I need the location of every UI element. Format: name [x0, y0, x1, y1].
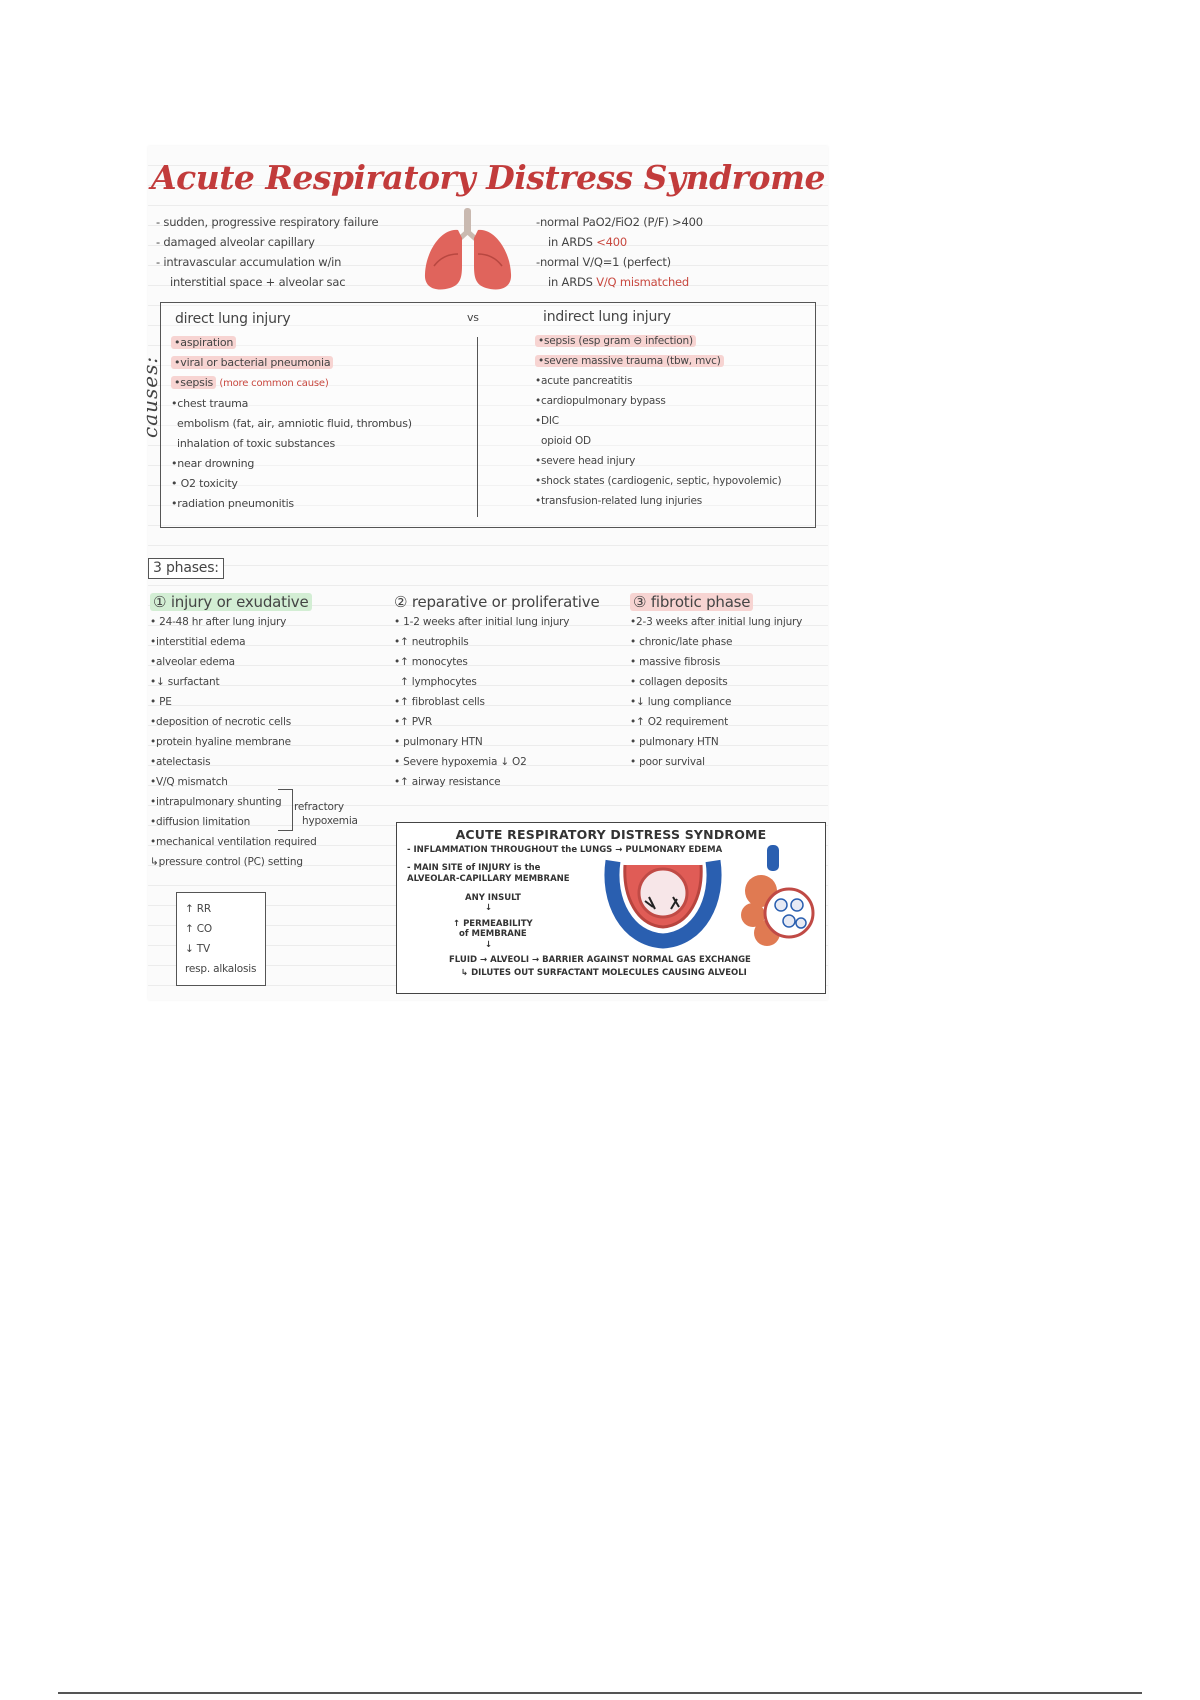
intro-line: - sudden, progressive respiratory failure — [156, 215, 379, 229]
direct-causes-list — [171, 333, 412, 514]
list-item: •↑ neutrophils — [394, 636, 469, 648]
diagram-arrow: ↓ — [485, 903, 493, 913]
list-item: ↑ lymphocytes — [400, 676, 477, 688]
list-item: ↓ TV — [185, 943, 210, 955]
intro-line: - intravascular accumulation w/in — [156, 255, 342, 269]
intro-line: in ARDS V/Q mismatched — [548, 275, 690, 289]
indirect-causes-list — [535, 331, 781, 511]
list-item: • O2 toxicity — [171, 477, 238, 490]
list-item: •↓ lung compliance — [630, 696, 732, 708]
list-item: •interstitial edema — [150, 636, 246, 648]
list-item: •shock states (cardiogenic, septic, hypovolemic) — [535, 475, 782, 487]
list-item: •↑ O2 requirement — [630, 716, 729, 728]
list-item: •2-3 weeks after initial lung injury — [630, 616, 803, 628]
list-item: •↑ monocytes — [394, 656, 468, 668]
list-item: •deposition of necrotic cells — [150, 716, 291, 728]
list-item: • poor survival — [630, 756, 705, 768]
vs-label: vs — [467, 311, 479, 324]
column-divider — [477, 337, 478, 517]
diagram-line: of MEMBRANE — [459, 929, 527, 939]
list-item: •intrapulmonary shunting — [150, 796, 282, 808]
list-item: •mechanical ventilation required — [150, 836, 317, 848]
intro-line: - damaged alveolar capillary — [156, 235, 315, 249]
list-item: •↑ airway resistance — [394, 776, 501, 788]
list-item: • Severe hypoxemia ↓ O2 — [394, 756, 527, 768]
vent-summary-box — [176, 892, 266, 986]
intro-left — [156, 212, 378, 292]
list-item: •protein hyaline membrane — [150, 736, 291, 748]
diagram-line: ANY INSULT — [465, 893, 521, 903]
list-item: •V/Q mismatch — [150, 776, 228, 788]
diagram-line: - INFLAMMATION THROUGHOUT the LUNGS → PULMONARY EDEMA — [407, 845, 723, 855]
page-footer-rule — [58, 1692, 1142, 1694]
phase-2-title: ② reparative or proliferative — [394, 593, 600, 611]
diagram-title: ACUTE RESPIRATORY DISTRESS SYNDROME — [455, 827, 767, 842]
notes-sheet — [138, 146, 828, 1000]
phase-2 — [394, 592, 599, 792]
list-item: •aspiration — [171, 336, 236, 349]
list-item: •viral or bacterial pneumonia — [171, 356, 333, 369]
indirect-injury-heading: indirect lung injury — [543, 309, 671, 325]
intro-line: interstitial space + alveolar sac — [170, 275, 346, 289]
list-item: ↑ RR — [185, 903, 211, 915]
bracket — [278, 789, 293, 831]
list-item: • 1-2 weeks after initial lung injury — [394, 616, 570, 628]
list-item: ↳pressure control (PC) setting — [150, 856, 303, 868]
list-item: •severe head injury — [535, 455, 636, 467]
direct-injury-heading: direct lung injury — [175, 311, 291, 327]
page-title: Acute Respiratory Distress Syndrome — [151, 158, 825, 197]
causes-label: causes: — [138, 355, 162, 438]
list-item: •acute pancreatitis — [535, 375, 633, 387]
alveolus-capillary-illustration — [603, 851, 723, 949]
list-item: •severe massive trauma (tbw, mvc) — [535, 355, 724, 367]
alveoli-cluster-icon — [739, 843, 819, 955]
list-item: inhalation of toxic substances — [177, 437, 336, 450]
ards-diagram — [396, 822, 826, 994]
list-item: embolism (fat, air, amniotic fluid, thrombus) — [177, 417, 412, 430]
intro-line: -normal PaO2/FiO2 (P/F) >400 — [536, 215, 703, 229]
list-item: •atelectasis — [150, 756, 211, 768]
list-item: resp. alkalosis — [185, 963, 257, 975]
list-item: •near drowning — [171, 457, 255, 470]
diagram-line: ↑ PERMEABILITY — [453, 919, 533, 929]
list-item: •cardiopulmonary bypass — [535, 395, 666, 407]
list-item: opioid OD — [541, 435, 591, 447]
diagram-line: FLUID → ALVEOLI → BARRIER AGAINST NORMAL GAS EXCHANGE — [449, 955, 751, 965]
list-item: •↑ fibroblast cells — [394, 696, 485, 708]
phases-label: 3 phases: — [148, 558, 224, 579]
diagram-line: ↳ DILUTES OUT SURFACTANT MOLECULES CAUSING ALVEOLI — [461, 968, 747, 978]
list-item: •chest trauma — [171, 397, 249, 410]
list-item: •↓ surfactant — [150, 676, 220, 688]
phase-3-title: ③ fibrotic phase — [630, 593, 753, 611]
sepsis-note: (more common cause) — [219, 378, 329, 389]
list-item: •alveolar edema — [150, 656, 235, 668]
list-item: •sepsis — [171, 376, 216, 389]
phase-1-title: ① injury or exudative — [150, 593, 312, 611]
list-item: •transfusion-related lung injuries — [535, 495, 703, 507]
lungs-icon — [420, 208, 516, 292]
list-item: • pulmonary HTN — [630, 736, 719, 748]
list-item: •sepsis (esp gram ⊖ infection) — [535, 335, 696, 347]
list-item: • 24-48 hr after lung injury — [150, 616, 287, 628]
list-item: •diffusion limitation — [150, 816, 251, 828]
list-item: ↑ CO — [185, 923, 212, 935]
phase-3 — [630, 592, 802, 772]
intro-line: -normal V/Q=1 (perfect) — [536, 255, 671, 269]
list-item: •DIC — [535, 415, 559, 427]
list-item: • PE — [150, 696, 172, 708]
list-item: • pulmonary HTN — [394, 736, 483, 748]
refractory-note: refractory hypoxemia — [294, 801, 358, 827]
list-item: • collagen deposits — [630, 676, 728, 688]
diagram-line: ALVEOLAR-CAPILLARY MEMBRANE — [407, 874, 570, 884]
list-item: •↑ PVR — [394, 716, 432, 728]
list-item: • massive fibrosis — [630, 656, 721, 668]
causes-table — [160, 302, 816, 528]
list-item: •radiation pneumonitis — [171, 497, 294, 510]
intro-right — [536, 212, 703, 292]
list-item: • chronic/late phase — [630, 636, 733, 648]
diagram-arrow: ↓ — [485, 940, 493, 950]
diagram-line: - MAIN SITE of INJURY is the — [407, 863, 541, 873]
intro-line: in ARDS <400 — [548, 235, 628, 249]
